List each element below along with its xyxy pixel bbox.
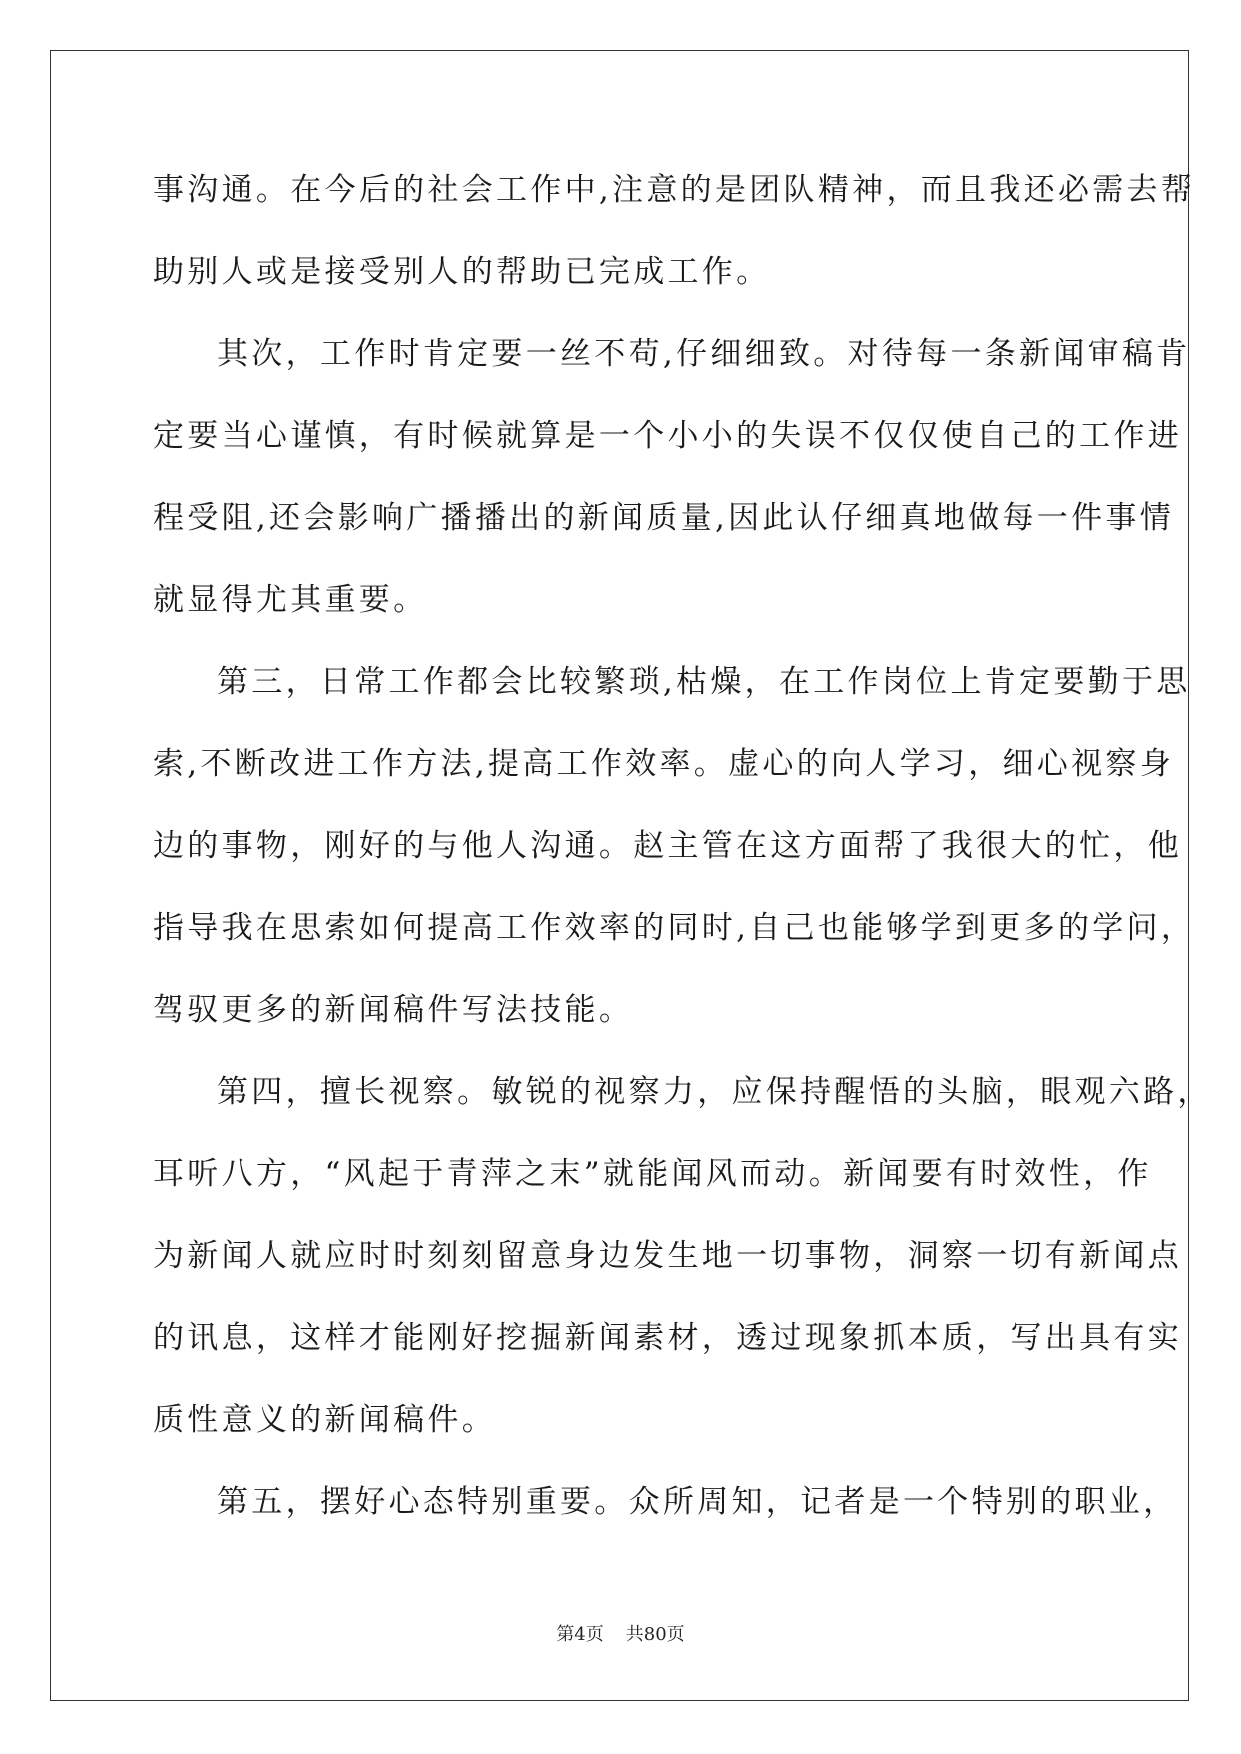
text-line: 助别人或是接受别人的帮助已完成工作。 bbox=[153, 254, 771, 290]
text-line: 的讯息，这样才能刚好挖掘新闻素材，透过现象抓本质，写出具有实 bbox=[153, 1320, 1182, 1356]
text-line: 就显得尤其重要。 bbox=[153, 582, 428, 618]
text-line: 指导我在思索如何提高工作效率的同时,自己也能够学到更多的学问， bbox=[153, 910, 1196, 946]
text-line: 驾驭更多的新闻稿件写法技能。 bbox=[153, 992, 634, 1028]
text-line: 为新闻人就应时时刻刻留意身边发生地一切事物，洞察一切有新闻点 bbox=[153, 1238, 1182, 1274]
text-line: 其次，工作时肯定要一丝不苟,仔细细致。对待每一条新闻审稿肯 bbox=[217, 336, 1191, 372]
page-number: 第4页 bbox=[556, 1624, 604, 1645]
text-line: 边的事物，刚好的与他人沟通。赵主管在这方面帮了我很大的忙，他 bbox=[153, 828, 1182, 864]
text-line: 事沟通。在今后的社会工作中,注意的是团队精神，而且我还必需去帮 bbox=[153, 172, 1196, 208]
text-line: 第四，擅长视察。敏锐的视察力，应保持醒悟的头脑，眼观六路， bbox=[217, 1074, 1212, 1110]
text-line: 耳听八方，“风起于青萍之末”就能闻风而动。新闻要有时效性，作 bbox=[153, 1156, 1152, 1192]
text-line: 第五，摆好心态特别重要。众所周知，记者是一个特别的职业， bbox=[217, 1484, 1178, 1520]
page-total: 共80页 bbox=[625, 1624, 685, 1645]
text-line: 定要当心谨慎，有时候就算是一个小小的失误不仅仅使自己的工作进 bbox=[153, 418, 1182, 454]
text-line: 索,不断改进工作方法,提高工作效率。虚心的向人学习，细心视察身 bbox=[153, 746, 1175, 782]
text-line: 程受阻,还会影响广播播出的新闻质量,因此认仔细真地做每一件事情 bbox=[153, 500, 1175, 536]
document-body bbox=[153, 155, 1212, 1549]
text-line: 质性意义的新闻稿件。 bbox=[153, 1402, 496, 1438]
text-line: 第三，日常工作都会比较繁琐,枯燥，在工作岗位上肯定要勤于思 bbox=[217, 664, 1191, 700]
page-footer bbox=[0, 1620, 1241, 1646]
